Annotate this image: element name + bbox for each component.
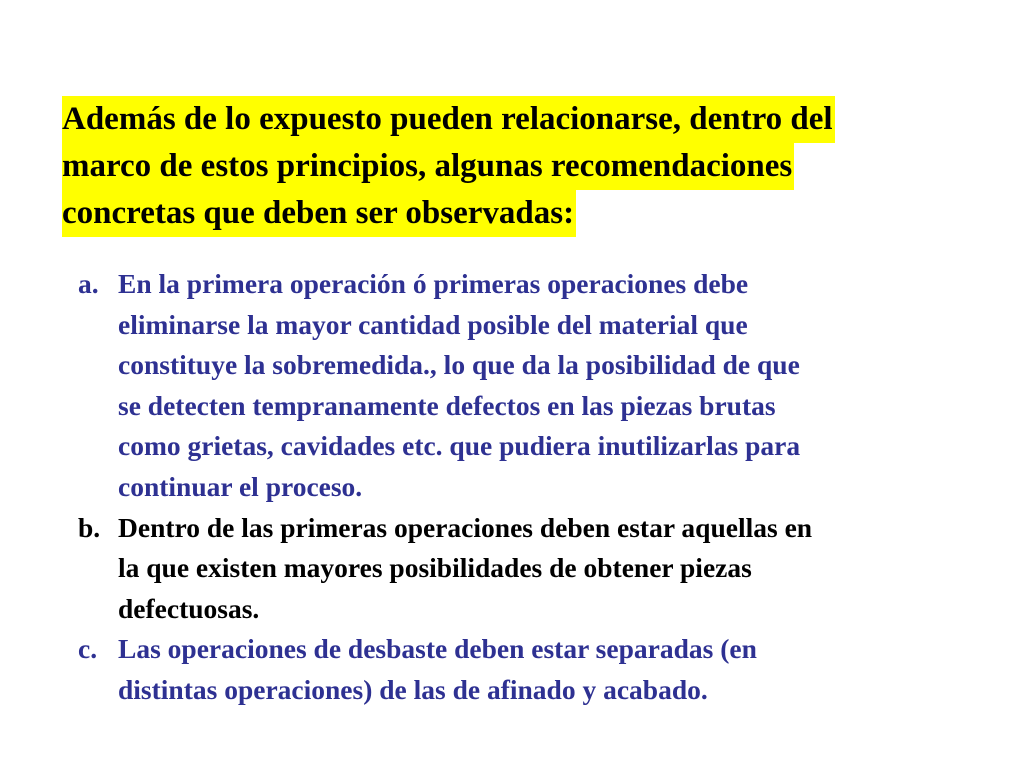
heading-line: concretas que deben ser observadas: xyxy=(62,190,576,237)
list-marker: a. xyxy=(78,268,99,299)
list-item-text xyxy=(118,264,1018,508)
list-item-a xyxy=(78,264,1018,508)
text-line: defectuosas. xyxy=(118,592,260,624)
text-line: Dentro de las primeras operaciones deben estar aquellas en xyxy=(118,511,813,543)
text-line: distintas operaciones) de las de afinado y acabado. xyxy=(118,673,708,705)
text-line: constituye la sobremedida., lo que da la posibilidad de que xyxy=(118,349,800,381)
list-marker: b. xyxy=(78,511,101,543)
highlighted-heading xyxy=(62,96,1022,237)
text-line: como grietas, cavidades etc. que pudiera inutilizarlas para xyxy=(118,430,801,462)
text-line: la que existen mayores posibilidades de obtener piezas xyxy=(118,552,752,584)
recommendations-list xyxy=(78,264,1018,711)
list-item-b xyxy=(78,508,1018,630)
heading-line: marco de estos principios, algunas recomendaciones xyxy=(62,143,794,190)
text-line: continuar el proceso. xyxy=(118,470,363,502)
text-line: eliminarse la mayor cantidad posible del material que xyxy=(118,308,748,340)
list-item-text xyxy=(118,629,1018,710)
list-item-c xyxy=(78,629,1018,710)
text-line: En la primera operación ó primeras operaciones debe xyxy=(118,268,749,299)
text-line: se detecten tempranamente defectos en las piezas brutas xyxy=(118,389,776,421)
list-item-text xyxy=(118,508,1018,630)
heading-line: Además de lo expuesto pueden relacionarse, dentro del xyxy=(62,96,835,143)
text-line: Las operaciones de desbaste deben estar separadas (en xyxy=(118,633,757,665)
list-marker: c. xyxy=(78,633,98,665)
